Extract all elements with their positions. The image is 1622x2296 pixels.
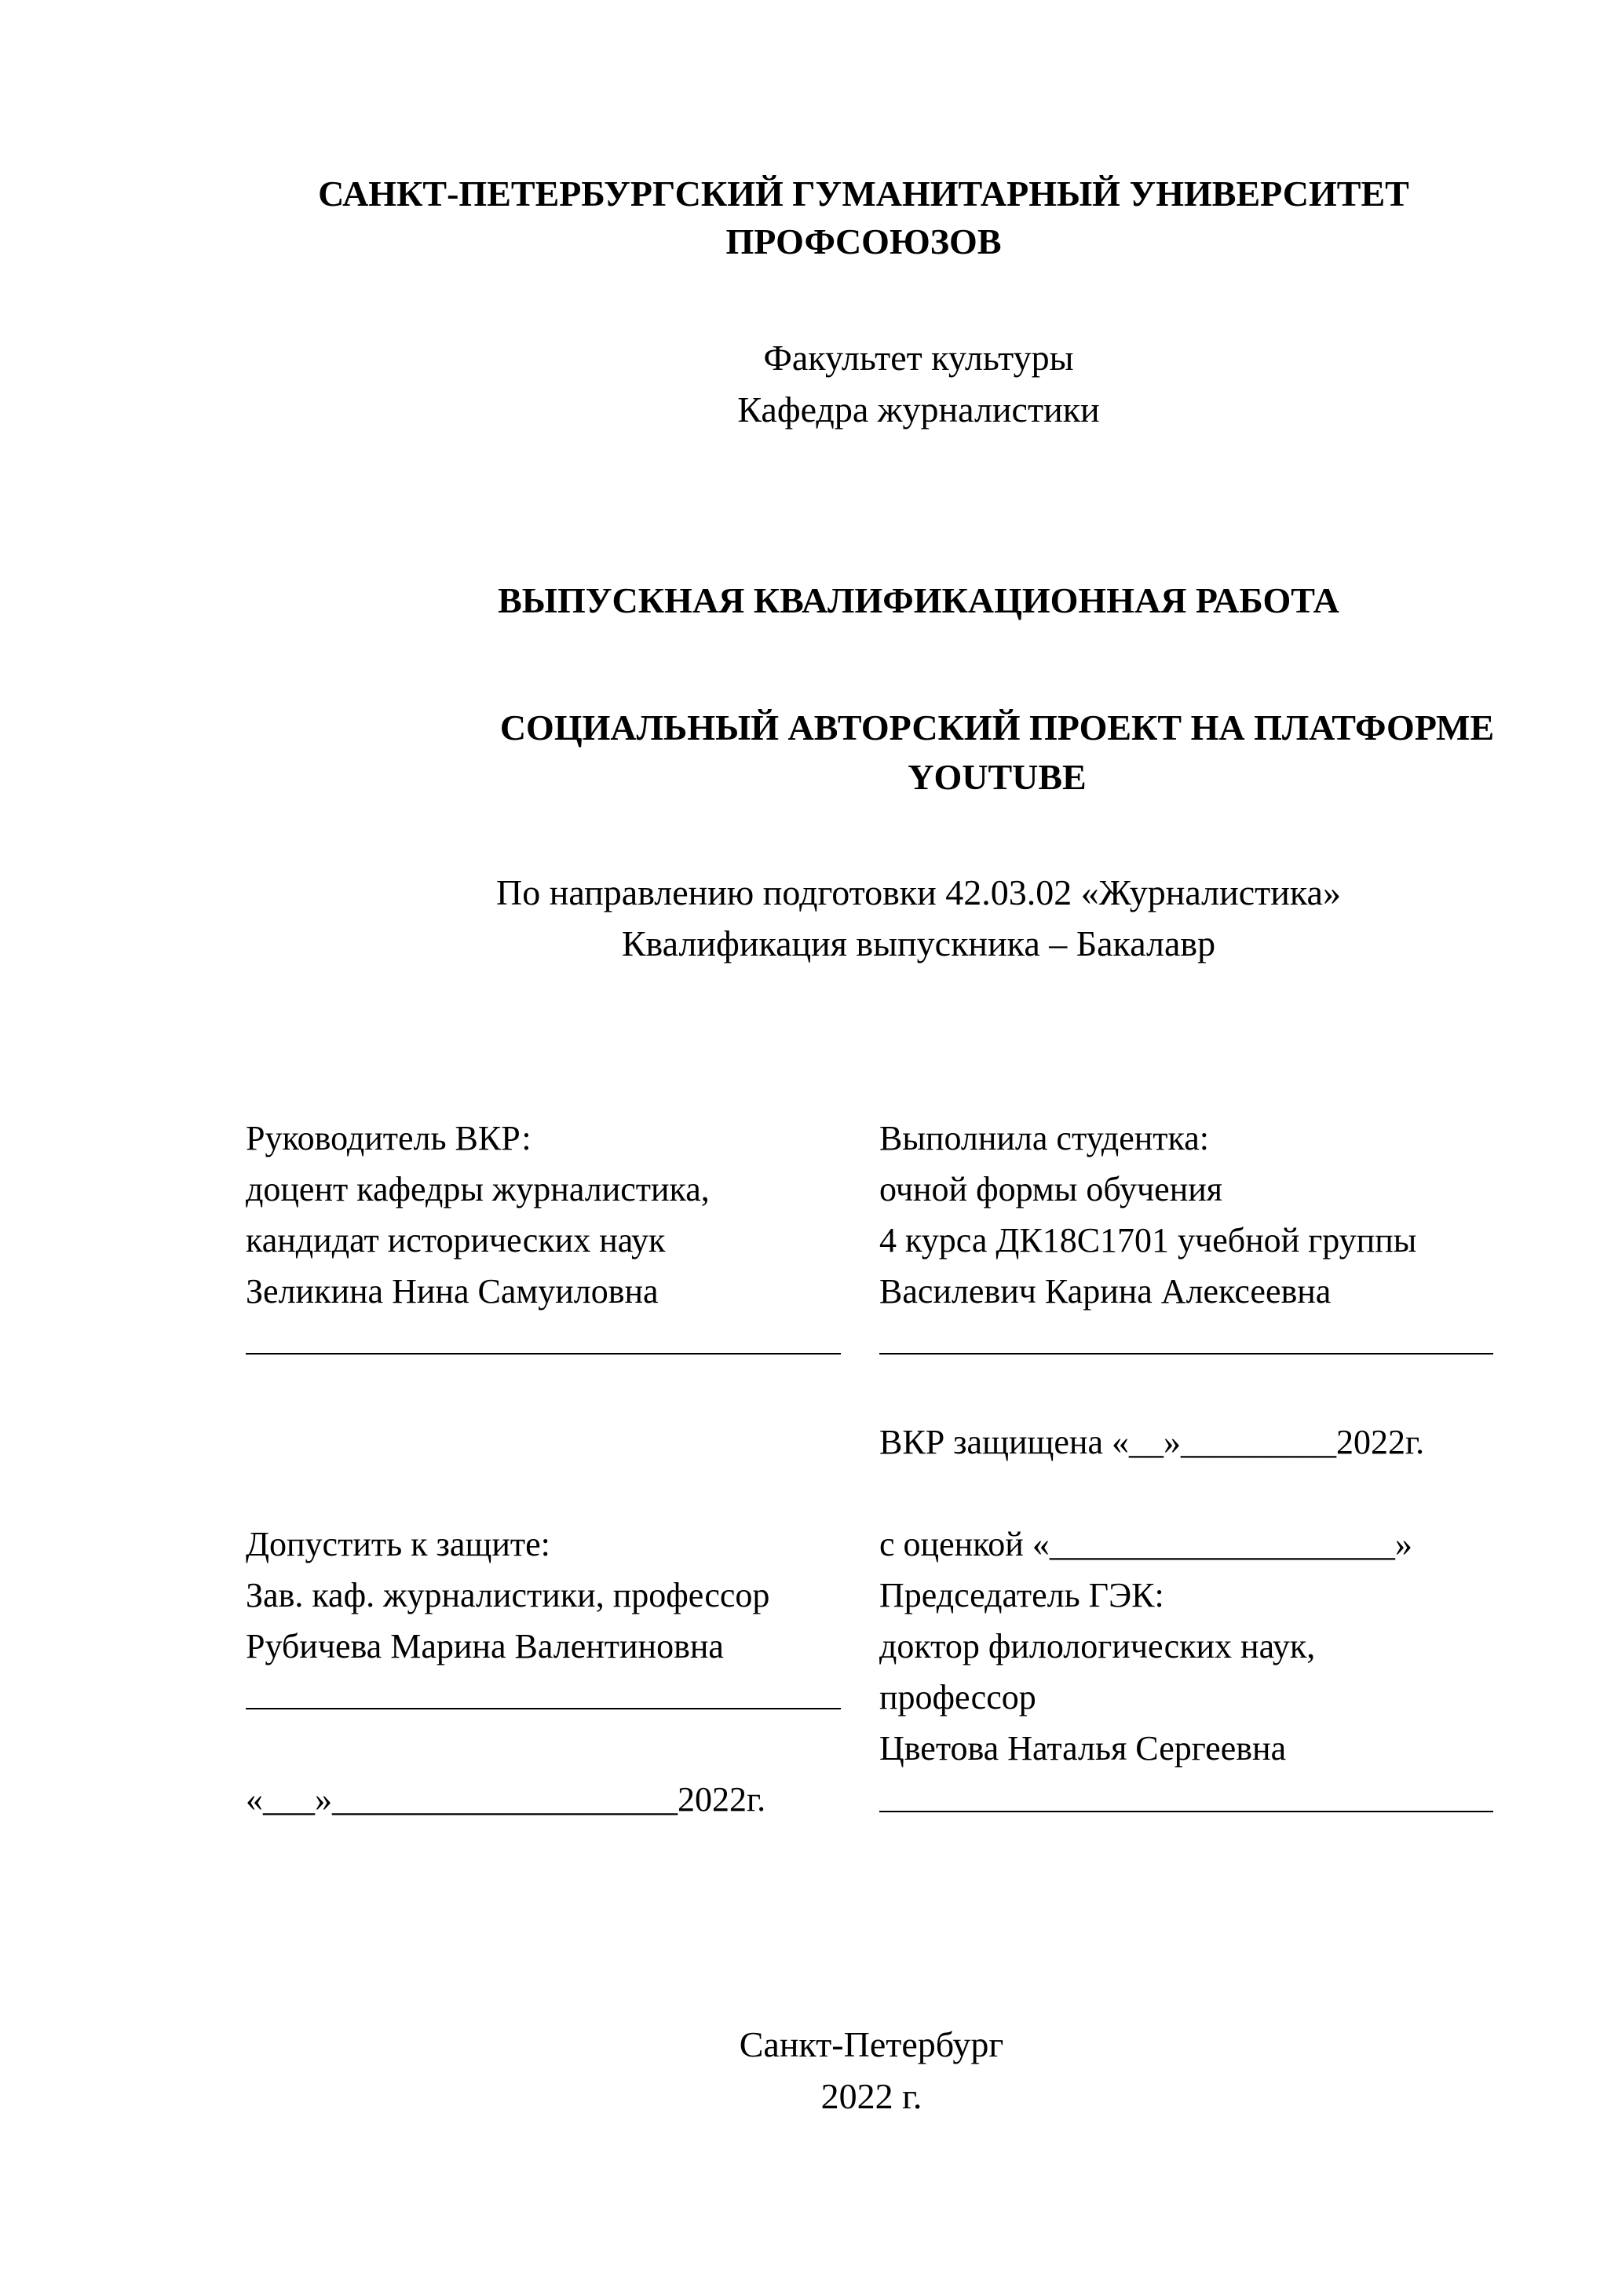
chair-name: Цветова Наталья Сергеевна (879, 1729, 1287, 1768)
supervisor-position: доцент кафедры журналистика, (246, 1170, 710, 1208)
work-title-line2: YOUTUBE (908, 757, 1087, 797)
university-name-line2: ПРОФСОЮЗОВ (725, 221, 1002, 261)
student-group: 4 курса ДК18С1701 учебной группы (879, 1221, 1417, 1260)
university-name-line1: САНКТ-ПЕТЕРБУРГСКИЙ ГУМАНИТАРНЫЙ УНИВЕРСИТЕТ (318, 174, 1409, 214)
study-form: очной формы обучения (879, 1170, 1223, 1208)
supervisor-name: Зеликина Нина Самуиловна (246, 1272, 659, 1311)
supervisor-label: Руководитель ВКР: (246, 1119, 532, 1157)
chair-title: профессор (879, 1678, 1036, 1717)
student-signature-line (879, 1353, 1493, 1355)
head-position: Зав. каф. журналистики, профессор (246, 1576, 770, 1614)
defended-date-line: ВКР защищена «__»_________2022г. (879, 1423, 1425, 1461)
supervisor-degree: кандидат исторических наук (246, 1221, 666, 1260)
head-signature-line (246, 1708, 841, 1709)
work-title-line1: СОЦИАЛЬНЫЙ АВТОРСКИЙ ПРОЕКТ НА ПЛАТФОРМЕ (499, 707, 1495, 748)
chair-label: Председатель ГЭК: (879, 1576, 1164, 1614)
footer-city: Санкт-Петербург (739, 2024, 1004, 2064)
department-name: Кафедра журналистики (737, 389, 1100, 430)
work-type: ВЫПУСКНАЯ КВАЛИФИКАЦИОННАЯ РАБОТА (498, 580, 1339, 620)
supervisor-signature-line (246, 1353, 841, 1355)
admit-label: Допустить к защите: (246, 1525, 550, 1563)
student-label: Выполнила студентка: (879, 1119, 1209, 1157)
footer-year: 2022 г. (820, 2076, 922, 2116)
faculty-name: Факультет культуры (763, 338, 1074, 378)
student-name: Василевич Карина Алексеевна (879, 1272, 1332, 1311)
admit-date-line: «___»____________________2022г. (246, 1780, 766, 1819)
chair-degree: доктор филологических наук, (879, 1627, 1316, 1665)
qualification: Квалификация выпускника – Бакалавр (621, 923, 1216, 963)
grade-line: с оценкой «____________________» (879, 1525, 1412, 1563)
chair-signature-line (879, 1811, 1493, 1812)
head-name: Рубичева Марина Валентиновна (246, 1627, 724, 1665)
study-direction: По направлению подготовки 42.03.02 «Журналистика» (496, 872, 1341, 912)
